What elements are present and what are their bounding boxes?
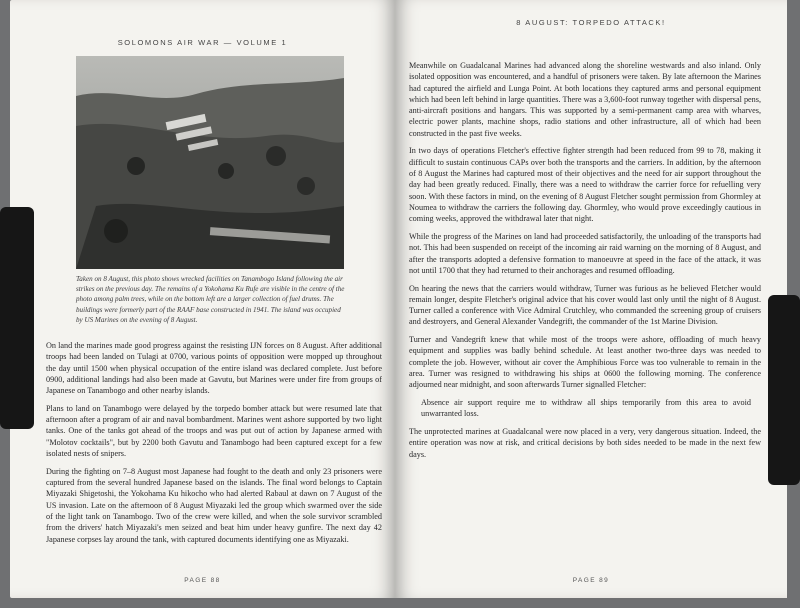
left-body-text [46,340,382,551]
paragraph: In two days of operations Fletcher's effective fighter strength had been reduced from 99 to 78, making it difficult to sustain continuous CAPs over both the transports and the carriers. In addition, by the afternoon of 8 August the Marines had captured most of their objectives and the need for air support throughout the day had been greatly reduced. Finally, there was a need to withdraw the carrier force for refuelling very soon. With these factors in mind, on the evening of 8 August Fletcher sought permission from Ghormley at Noumea to withdraw the carriers the following day. Ghormley, who would prove exceedingly cautious in coming weeks, approved the withdrawal later that night. [409,146,761,224]
photo-caption: Taken on 8 August, this photo shows wrecked facilities on Tanambogo Island following the air strikes on the previous day. The remains of a Yokohama Ku Rufe are visible in the centre of the photo among palm trees, while on the bottom left are a larger collection of fuel drums. The buildings were formerly part of the RAAF base constructed in 1941. The island was occupied by US Marines on the evening of 8 August. [76,275,345,324]
page-number-right: PAGE 89 [572,577,610,584]
right-page [395,0,787,598]
paragraph: On hearing the news that the carriers would withdraw, Turner was furious as he believed Fletcher would remain longer, despite Fletcher's original advice that his cover would last only until the night of 8 August. Turner called a conference with Vice Admiral Crutchley, who commanded the screening group of cruisers and destroyers, and General Alexander Vandegrift, the commander of the 1st Marine Division. [409,283,761,327]
binder-clip-right [768,295,800,485]
paragraph: While the progress of the Marines on land had proceeded satisfactorily, the unloading of the transports had not. This had been suspended on receipt of the incoming air raid warning on the morning of 8 August, and after the transports adopted a defensive formation to manoeuvre at speed in the face of the attack, it was not until 1700 that they had returned to their anchorages and resumed offloading. [409,231,761,275]
paragraph: During the fighting on 7–8 August most Japanese had fought to the death and only 23 prisoners were captured from the several hundred Japanese based on the islands. The final word belongs to Captain Miyazaki Shigetoshi, the Yokohama Ku hikocho who had alerted Rabaul at dawn on 7 August of the US invasion. Late on the afternoon of 8 August Miyazaki led the group which swarmed over the side of the light tank on Tanambogo. Two of the crew were killed, and when the sole survivor scrambled from the drivers' hatch Miyazaki's men seized and beat him under heavy gunfire. The next day 42 Japanese corpses lay around the tank, with captured documents identifying one as Miyazaki. [46,466,382,544]
left-page [10,0,395,598]
page-number-left: PAGE 88 [184,577,221,584]
block-quote: Absence air support require me to withdraw all ships temporarily from this area to avoid unwarranted loss. [421,397,751,419]
aerial-photo-icon [76,56,344,269]
running-head-left: SOLOMONS AIR WAR — VOLUME 1 [117,38,288,47]
binder-clip-left [0,207,34,429]
paragraph: Turner and Vandegrift knew that while most of the troops were ashore, offloading of much heavy equipment and supplies was badly behind schedule. At least another two-three days was needed to complete the job. However, without air cover the Amphibious Force was too vulnerable to remain in the area. Turner was resigned to withdrawing his ships at 0600 the following morning. The conference adjourned near midnight, and soon afterwards Turner signalled Fletcher: [409,335,761,390]
paragraph: The unprotected marines at Guadalcanal were now placed in a very, very dangerous situation. Indeed, the entire operation was now at risk, and critical decisions by both sides needed to be made in the next few days. [409,426,761,459]
running-head-right: 8 AUGUST: TORPEDO ATTACK! [516,18,666,27]
aerial-photo [76,56,344,269]
right-body-text [409,60,761,466]
paragraph: Plans to land on Tanambogo were delayed by the torpedo bomber attack but were resumed late that afternoon after a program of air and naval bombardment. Marines went ashore supported by two light tanks. One of the tanks got ahead of the troops and was put out of action by Japanese armed with "Molotov cocktails", but by 2200 both Gavutu and Tanambogo had been captured except for a few isolated nests of snipers. [46,403,382,459]
paragraph: Meanwhile on Guadalcanal Marines had advanced along the shoreline westwards and also inland. Only isolated opposition was encountered, and a handful of prisoners were taken. By late afternoon the Marines had captured the airfield and Lunga Point. At both locations they captured arms and personal equipment which had been left behind in large quantities. There was a 3,600-foot runway together with dispersal pens, anti-aircraft positions and hangars. This was supported by a semi-permanent camp area with wharves, electric power plants, machine shops, radio stations and other infrastructure, all of which had been constructed in the past five weeks. [409,61,761,138]
paragraph: On land the marines made good progress against the resisting IJN forces on 8 August. After additional troops had been landed on Tulagi at 0700, various points of opposition were mopped up throughout the day until 1500 when physical occupation of the entire island was declared complete. Just before 0900, additional landings had also been made at Gavutu, but Marines were under fire from groups of Japanese on Tanambogo and other nearby islands. [46,341,382,396]
